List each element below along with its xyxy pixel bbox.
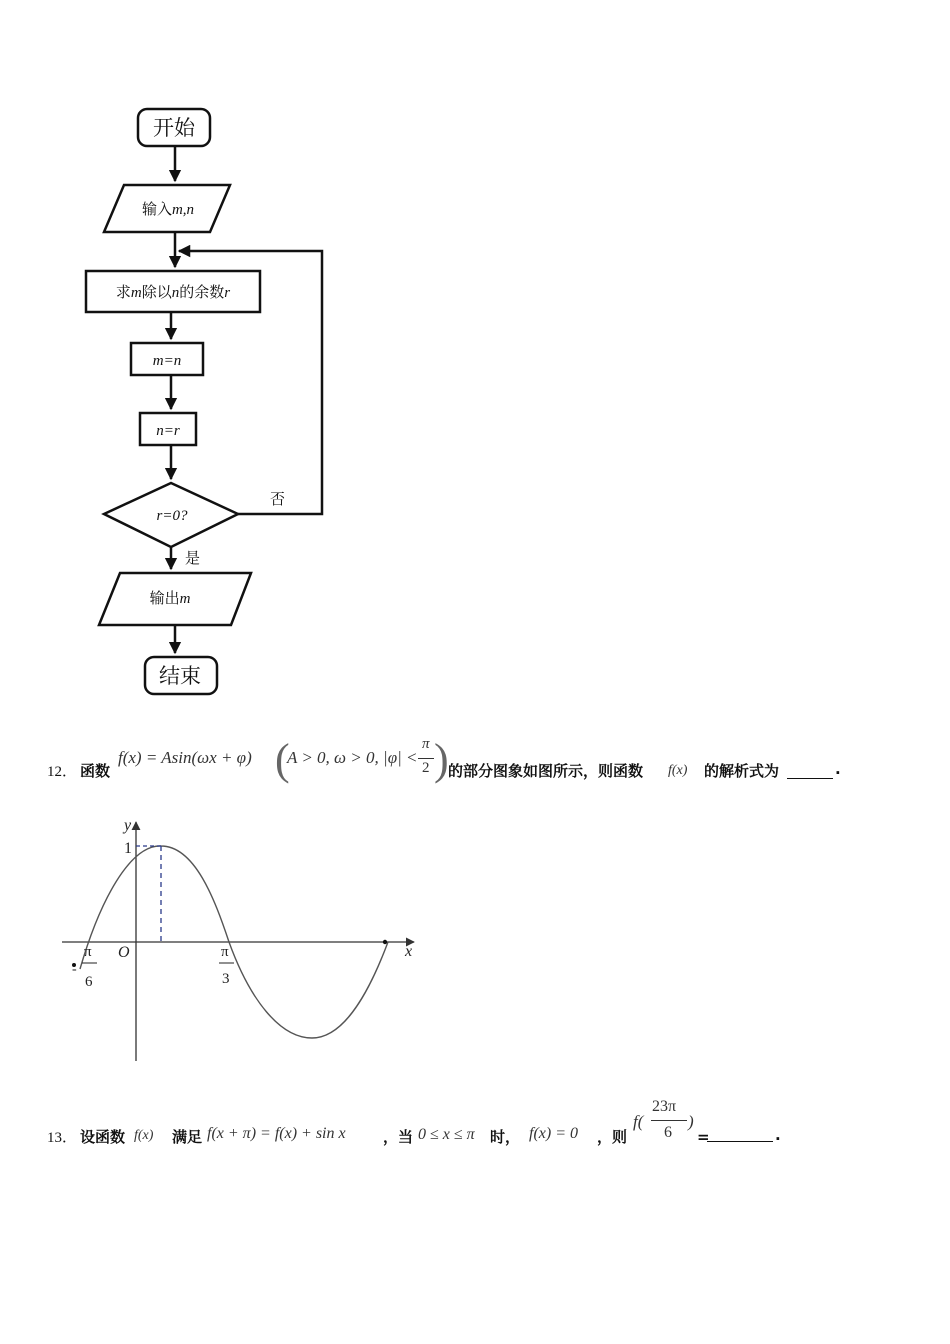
answer-blank	[787, 762, 833, 779]
frac-bar	[418, 758, 434, 759]
right-tick-den: 3	[222, 971, 230, 987]
sine-graph	[0, 810, 950, 1070]
remainder-label: 求m除以n的余数r	[115, 284, 231, 301]
question-end: .	[775, 1126, 781, 1144]
condition-text: A > 0, ω > 0, |φ| <	[287, 748, 418, 767]
origin-label: O	[118, 944, 130, 961]
assign-n-label: n=r	[156, 423, 180, 439]
condition-label: r=0?	[156, 508, 188, 524]
x-axis-label: x	[405, 943, 413, 960]
shi-text: 时，	[490, 1128, 521, 1146]
fx-symbol: f(x)	[134, 1128, 154, 1143]
frac-bar	[651, 1120, 687, 1121]
functional-equation: f(x + π) = f(x) + sin x	[207, 1125, 346, 1142]
function-formula: f(x) = Asin(ωx + φ)	[118, 748, 252, 767]
no-label: 否	[270, 491, 286, 508]
equals-sign: =	[697, 1128, 710, 1146]
input-label: 输入m,n	[141, 201, 195, 218]
question-tail: 的解析式为	[704, 762, 780, 780]
right-tick-num: π	[221, 944, 229, 960]
max-value-label: 1	[124, 840, 132, 857]
right-paren: )	[434, 735, 449, 784]
yes-label: 是	[185, 550, 201, 567]
question-lead: 函数	[80, 762, 111, 780]
start-label: 开始	[153, 117, 195, 140]
zero-condition: f(x) = 0	[529, 1125, 578, 1142]
question-lead: 设函数	[80, 1128, 126, 1146]
fx-symbol: f(x)	[668, 763, 688, 778]
left-tick-den: 6	[85, 974, 93, 990]
assign-m-label: m=n	[152, 353, 182, 369]
question-end: .	[835, 760, 841, 778]
frac-num: π	[422, 736, 430, 752]
end-label: 结束	[159, 665, 201, 688]
ze-text: ，则	[597, 1128, 628, 1146]
answer-blank	[707, 1129, 773, 1142]
question-mid: 的部分图象如图所示，则函数	[448, 762, 644, 780]
right-end-dot	[383, 940, 387, 944]
left-minus: -	[72, 962, 77, 977]
left-paren: (	[275, 735, 290, 784]
f-close: )	[688, 1112, 694, 1131]
when-text: ，当	[383, 1128, 414, 1146]
left-tick-num: π	[84, 944, 92, 960]
frac-den: 2	[422, 760, 430, 776]
output-label: 输出m	[149, 590, 191, 607]
question-number: 12．	[47, 764, 78, 780]
frac-num: 23π	[652, 1098, 677, 1115]
y-axis-label: y	[124, 817, 132, 834]
frac-den: 6	[664, 1124, 672, 1141]
question-number: 13．	[47, 1130, 78, 1146]
satisfy-text: 满足	[172, 1128, 203, 1146]
f-open: f(	[633, 1112, 644, 1131]
range-condition: 0 ≤ x ≤ π	[418, 1126, 475, 1143]
